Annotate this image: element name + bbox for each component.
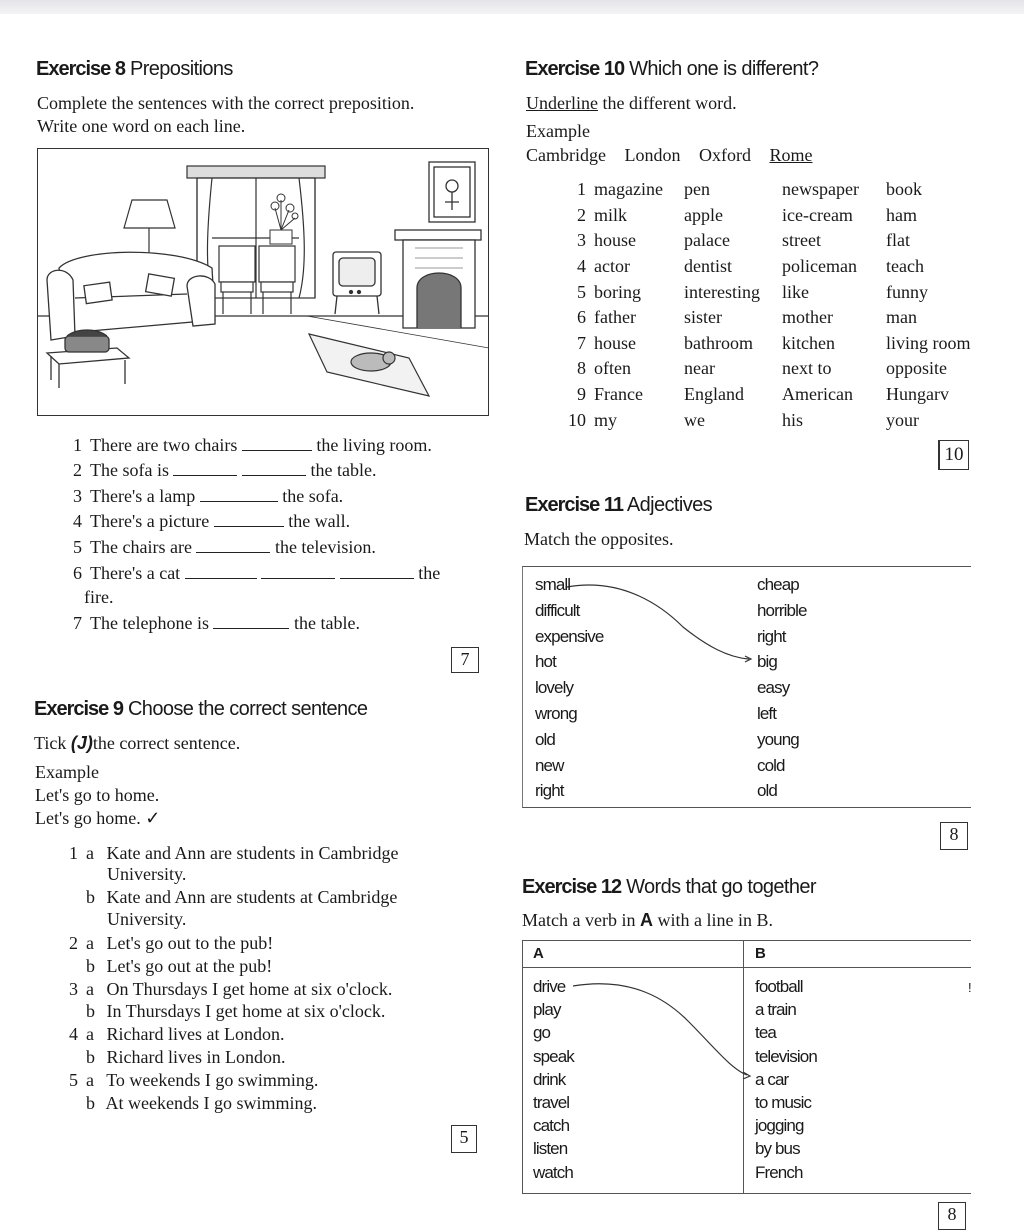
verb-word[interactable]: listen [533, 1139, 568, 1159]
word-option[interactable]: teach [886, 256, 924, 277]
verb-word[interactable]: travel [533, 1093, 570, 1112]
ex10-word-table [548, 177, 986, 433]
phrase-word[interactable]: to music [755, 1093, 812, 1112]
match-left-word[interactable]: wrong [535, 704, 577, 723]
word-option[interactable]: street [782, 230, 821, 251]
exercise-8-title: Exercise 8 Prepositions [36, 58, 233, 80]
match-right-word[interactable]: cheap [757, 575, 799, 594]
word-option[interactable]: pen [684, 179, 710, 200]
word-row [548, 228, 986, 254]
word-row [548, 254, 986, 280]
word-option[interactable]: my [594, 409, 618, 430]
match-right-word[interactable]: big [757, 652, 777, 672]
phrase-word[interactable]: football [755, 977, 803, 996]
exercise-9-instruction: Tick (J)the correct sentence. [34, 733, 241, 753]
word-option[interactable]: dentist [684, 256, 732, 277]
word-row [548, 356, 986, 382]
row-number: 4 [577, 256, 586, 277]
match-left-word[interactable]: old [535, 729, 555, 749]
word-option[interactable]: book [886, 179, 922, 200]
exercise-10-title: Exercise 10 Which one is different? [525, 58, 819, 80]
word-option[interactable]: father [594, 307, 636, 328]
match-right-word[interactable]: young [757, 729, 799, 749]
word-option[interactable]: house [594, 332, 636, 353]
word-option[interactable]: funny [886, 281, 928, 302]
verb-word[interactable]: speak [533, 1046, 574, 1066]
ex9-example-label: Example [35, 762, 99, 782]
answer-blank[interactable] [242, 436, 312, 451]
phrase-word[interactable]: television [755, 1046, 817, 1066]
word-option[interactable]: often [594, 358, 631, 379]
answer-blank[interactable] [200, 487, 278, 502]
ex8-item-2: 2 The sofa is the table. [73, 460, 377, 480]
word-option[interactable]: next to [782, 358, 832, 379]
word-option[interactable]: interesting [684, 281, 760, 302]
ex9-example-1: Let's go to home. [35, 785, 160, 805]
word-row [548, 305, 986, 331]
word-row [548, 203, 986, 229]
word-row [548, 382, 986, 408]
row-number: 9 [577, 384, 586, 405]
word-row [548, 177, 986, 203]
word-option[interactable]: your [886, 409, 919, 430]
word-option[interactable]: bathroom [684, 332, 753, 353]
word-option[interactable]: man [886, 307, 917, 328]
row-number: 1 [577, 179, 586, 200]
verb-word[interactable]: catch [533, 1116, 570, 1136]
row-number: 7 [577, 332, 586, 353]
exercise-11-title: Exercise 11 Adjectives [525, 494, 713, 516]
match-right-word[interactable]: easy [757, 678, 790, 698]
phrase-word[interactable]: jogging [755, 1116, 804, 1136]
ex8-score-box: 7 [451, 647, 479, 673]
word-row [548, 279, 986, 305]
exercise-11-instruction: Match the opposites. [524, 529, 674, 549]
match-left-word[interactable]: hot [535, 652, 556, 672]
word-option[interactable]: house [594, 230, 636, 251]
ex9-item-3a[interactable]: 3 a On Thursdays I get home at six o'clock. [69, 979, 393, 999]
answer-blank[interactable] [185, 564, 257, 579]
ex9-score-box: 5 [451, 1125, 477, 1153]
match-left-word[interactable]: lovely [535, 678, 574, 698]
ex12-match-table [522, 940, 971, 1194]
word-option[interactable]: his [782, 409, 804, 430]
answer-blank[interactable] [261, 564, 335, 579]
row-number: 3 [577, 230, 586, 251]
row-number: 5 [577, 281, 586, 302]
ex9-item-3b[interactable]: b In Thursdays I get home at six o'clock. [86, 1001, 386, 1021]
ex9-item-2b[interactable]: b Let's go out at the pub! [86, 956, 273, 976]
match-left-word[interactable]: new [535, 755, 564, 775]
ex8-item-6: 6 There's a cat the [73, 563, 441, 583]
word-option[interactable]: ice-cream [782, 204, 853, 225]
match-left-word[interactable]: difficult [535, 600, 580, 620]
verb-word[interactable]: go [533, 1023, 551, 1043]
match-left-word[interactable]: expensive [535, 626, 604, 646]
word-option[interactable]: near [684, 358, 715, 379]
word-row [548, 331, 986, 357]
word-option[interactable]: milk [594, 204, 628, 225]
match-left-word[interactable]: right [535, 781, 564, 801]
ex9-item-5a[interactable]: 5 a To weekends I go swimming. [69, 1070, 319, 1090]
ex8-item-1: 1 There are two chairs the living room. [73, 435, 432, 455]
answer-blank[interactable] [340, 564, 414, 579]
ex9-item-4b[interactable]: b Richard lives in London. [86, 1047, 286, 1067]
word-option[interactable]: American [782, 384, 853, 405]
exercise-10-instruction: Underline the different word. [526, 93, 737, 113]
window-top-bar [0, 0, 1024, 14]
exercise-12-instruction: Match a verb in A with a line in B. [522, 910, 773, 930]
phrase-word[interactable]: French [755, 1162, 803, 1182]
verb-word[interactable]: watch [533, 1162, 573, 1182]
match-right-word[interactable]: old [757, 781, 777, 801]
picture-on-wall [429, 162, 475, 222]
ex9-item-1b-cont: University. [107, 909, 187, 929]
word-option[interactable]: actor [594, 256, 630, 277]
exercise-8-instruction-1: Complete the sentences with the correct preposition. [37, 93, 415, 113]
answer-blank[interactable] [213, 614, 289, 629]
ex8-item-5: 5 The chairs are the television. [73, 537, 376, 557]
word-option[interactable]: England [684, 384, 744, 405]
phrase-word[interactable]: a train [755, 1000, 796, 1020]
tick-symbol: (J) [70, 733, 93, 753]
ex11-score-box: 8 [940, 822, 968, 850]
exercise-8-instruction-2: Write one word on each line. [37, 116, 246, 136]
answer-blank[interactable] [173, 461, 237, 476]
phrase-word[interactable]: a car [755, 1069, 789, 1089]
word-option[interactable]: living room [886, 332, 971, 353]
word-option[interactable]: flat [886, 230, 910, 251]
word-row [548, 407, 986, 433]
word-option[interactable]: apple [684, 204, 723, 225]
word-option[interactable]: magazine [594, 179, 663, 200]
word-option[interactable]: sister [684, 307, 722, 328]
ex10-example-words: Cambridge London Oxford Rome [526, 145, 813, 165]
ex9-item-1b[interactable]: b Kate and Ann are students at Cambridge [86, 887, 398, 907]
word-option[interactable]: like [782, 281, 809, 302]
ex12-score-box: 8 [938, 1202, 966, 1230]
row-number: 8 [577, 358, 586, 379]
match-right-word[interactable]: cold [757, 755, 785, 775]
word-option[interactable]: opposite [886, 358, 947, 379]
word-option[interactable]: France [594, 384, 643, 405]
match-left-word[interactable]: small [535, 575, 571, 594]
ex8-item-7: 7 The telephone is the table. [73, 613, 360, 633]
match-right-word[interactable]: left [757, 704, 777, 723]
word-option[interactable]: Hungarv [886, 384, 949, 405]
word-option[interactable]: palace [684, 230, 730, 251]
word-option[interactable]: newspaper [782, 179, 859, 200]
row-number: 6 [577, 307, 586, 328]
word-option[interactable]: we [684, 409, 705, 430]
match-right-word[interactable]: right [757, 626, 786, 646]
exercise-9-title: Exercise 9 Choose the correct sentence [34, 698, 368, 720]
word-option[interactable]: kitchen [782, 332, 835, 353]
ex11-example-line [523, 567, 971, 807]
ex9-item-1a-cont: University. [107, 864, 187, 884]
row-number: 10 [568, 409, 586, 430]
word-option[interactable]: mother [782, 307, 833, 328]
ex11-match-panel [522, 566, 971, 808]
ex9-item-1a[interactable]: 1 a Kate and Ann are students in Cambridge [69, 843, 399, 863]
exercise-12-title: Exercise 12 Words that go together [522, 876, 816, 898]
verb-word[interactable]: play [533, 1000, 561, 1020]
answer-blank[interactable] [214, 512, 284, 527]
word-option[interactable]: ham [886, 204, 917, 225]
phrase-word[interactable]: by bus [755, 1139, 800, 1159]
verb-word[interactable]: drink [533, 1069, 566, 1089]
ex9-example-2: Let's go home. ✓ [35, 808, 161, 828]
word-option[interactable]: boring [594, 281, 641, 302]
verb-word[interactable]: drive [533, 977, 566, 996]
ex9-item-5b[interactable]: b At weekends I go swimming. [86, 1093, 317, 1113]
answer-blank[interactable] [242, 461, 306, 476]
match-right-word[interactable]: horrible [757, 600, 807, 620]
margin-mark: ! [968, 980, 972, 995]
answer-blank[interactable] [196, 538, 270, 553]
column-a-header: A [533, 945, 544, 962]
ex8-item-6-continued: fire. [84, 587, 114, 607]
row-number: 2 [577, 204, 586, 225]
fireplace [395, 230, 481, 328]
ex9-item-2a[interactable]: 2 a Let's go out to the pub! [69, 933, 274, 953]
ex10-score-box: 10 [938, 440, 969, 470]
phrase-word[interactable]: tea [755, 1023, 776, 1043]
column-b-header: B [755, 945, 766, 962]
ex8-item-3: 3 There's a lamp the sofa. [73, 486, 344, 506]
ex8-item-4: 4 There's a picture the wall. [73, 511, 351, 531]
ex10-example-label: Example [526, 121, 590, 141]
ex12-example-line [523, 941, 971, 1193]
word-option[interactable]: policeman [782, 256, 857, 277]
living-room-illustration [37, 148, 489, 416]
ex9-item-4a[interactable]: 4 a Richard lives at London. [69, 1024, 285, 1044]
